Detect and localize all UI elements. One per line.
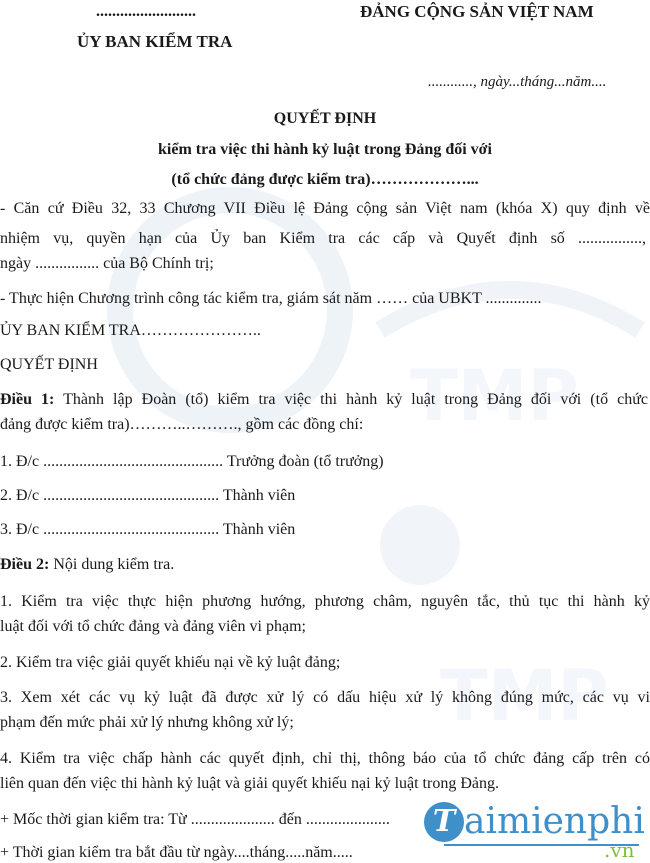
- article1-line1: [0, 390, 648, 410]
- svg-text:TMP: TMP: [410, 355, 579, 437]
- logo-brand-name: aimienphi: [464, 801, 645, 842]
- content-item-4-line1: 4. Kiểm tra việc chấp hành các quyết định, chỉ thị, thông báo của tổ chức đảng cấp trên có: [0, 750, 650, 767]
- header-date-line: ............, ngày...tháng...năm....: [428, 74, 607, 90]
- content-item-3-line1: 3. Xem xét các vụ kỷ luật đã được xử lý có dấu hiệu xử lý không đúng mức, các vụ vi: [0, 689, 650, 706]
- document-subtitle-line2: (tổ chức đảng được kiểm tra)………………...: [171, 171, 479, 188]
- header-left-dots: .........................: [96, 3, 196, 20]
- document-title: QUYẾT ĐỊNH: [273, 110, 377, 127]
- document-subtitle-line1: kiểm tra việc thi hành kỷ luật trong Đảng đối với: [158, 141, 492, 158]
- header-party-name: ĐẢNG CỘNG SẢN VIỆT NAM: [360, 2, 594, 21]
- inspection-start-date: + Thời gian kiểm tra bắt đầu từ ngày....tháng.....năm.....: [0, 844, 353, 861]
- member-row-3: 3. Đ/c ............................................ Thành viên: [0, 521, 296, 538]
- logo-tld: .vn: [604, 838, 635, 862]
- committee-line: ỦY BAN KIỂM TRA…………………..: [0, 322, 261, 339]
- content-item-1-line1: 1. Kiểm tra việc thực hiện phương hướng, phương châm, nguyên tắc, thủ tục thi hành kỷ: [0, 593, 650, 610]
- member-row-2: 2. Đ/c ............................................ Thành viên: [0, 487, 296, 504]
- basis-line-3: ngày ................ của Bộ Chính trị;: [0, 255, 214, 272]
- inspection-timeframe: + Mốc thời gian kiểm tra: Từ ..................... đến .....................: [0, 811, 390, 828]
- content-item-1-line2: luật đối với tổ chức đảng và đảng viên vi phạm;: [0, 618, 306, 635]
- content-item-4-line2: liên quan đến việc thi hành kỷ luật và giải quyết khiếu nại kỷ luật trong Đảng.: [0, 775, 499, 792]
- content-item-3-line2: phạm đến mức phải xử lý nhưng không xử lý;: [0, 714, 294, 731]
- implementation-line: - Thực hiện Chương trình công tác kiểm tra, giám sát năm …… của UBKT ..............: [0, 290, 542, 307]
- basis-line-1: - Căn cứ Điều 32, 33 Chương VII Điều lệ Đảng cộng sản Việt nam (khóa X) quy định về: [0, 200, 650, 217]
- article2-heading: [0, 555, 174, 575]
- article2-label: Điều 2:: [0, 556, 50, 573]
- svg-text:TMP: TMP: [440, 655, 609, 737]
- taimienphi-logo: [424, 800, 650, 861]
- header-committee-name: ỦY BAN KIỂM TRA: [77, 32, 233, 51]
- decides-heading: QUYẾT ĐỊNH: [0, 356, 98, 373]
- basis-line-2: nhiệm vụ, quyền hạn của Ủy ban Kiểm tra các cấp và Quyết định số ................,: [0, 230, 646, 247]
- article2-text: Nội dung kiểm tra.: [49, 556, 175, 573]
- article1-line2: đảng được kiểm tra)………..………., gồm các đồng chí:: [0, 416, 364, 433]
- member-row-1: 1. Đ/c ............................................. Trưởng đoàn (tổ trưởng): [0, 453, 384, 470]
- content-item-2: 2. Kiểm tra việc giải quyết khiếu nại về kỷ luật đảng;: [0, 654, 341, 671]
- article1-label: Điều 1:: [0, 391, 55, 408]
- article1-text: Thành lập Đoàn (tổ) kiểm tra việc thi hành kỷ luật trong Đảng đối với (tổ chức: [54, 391, 648, 408]
- logo-t-icon: T: [424, 802, 464, 842]
